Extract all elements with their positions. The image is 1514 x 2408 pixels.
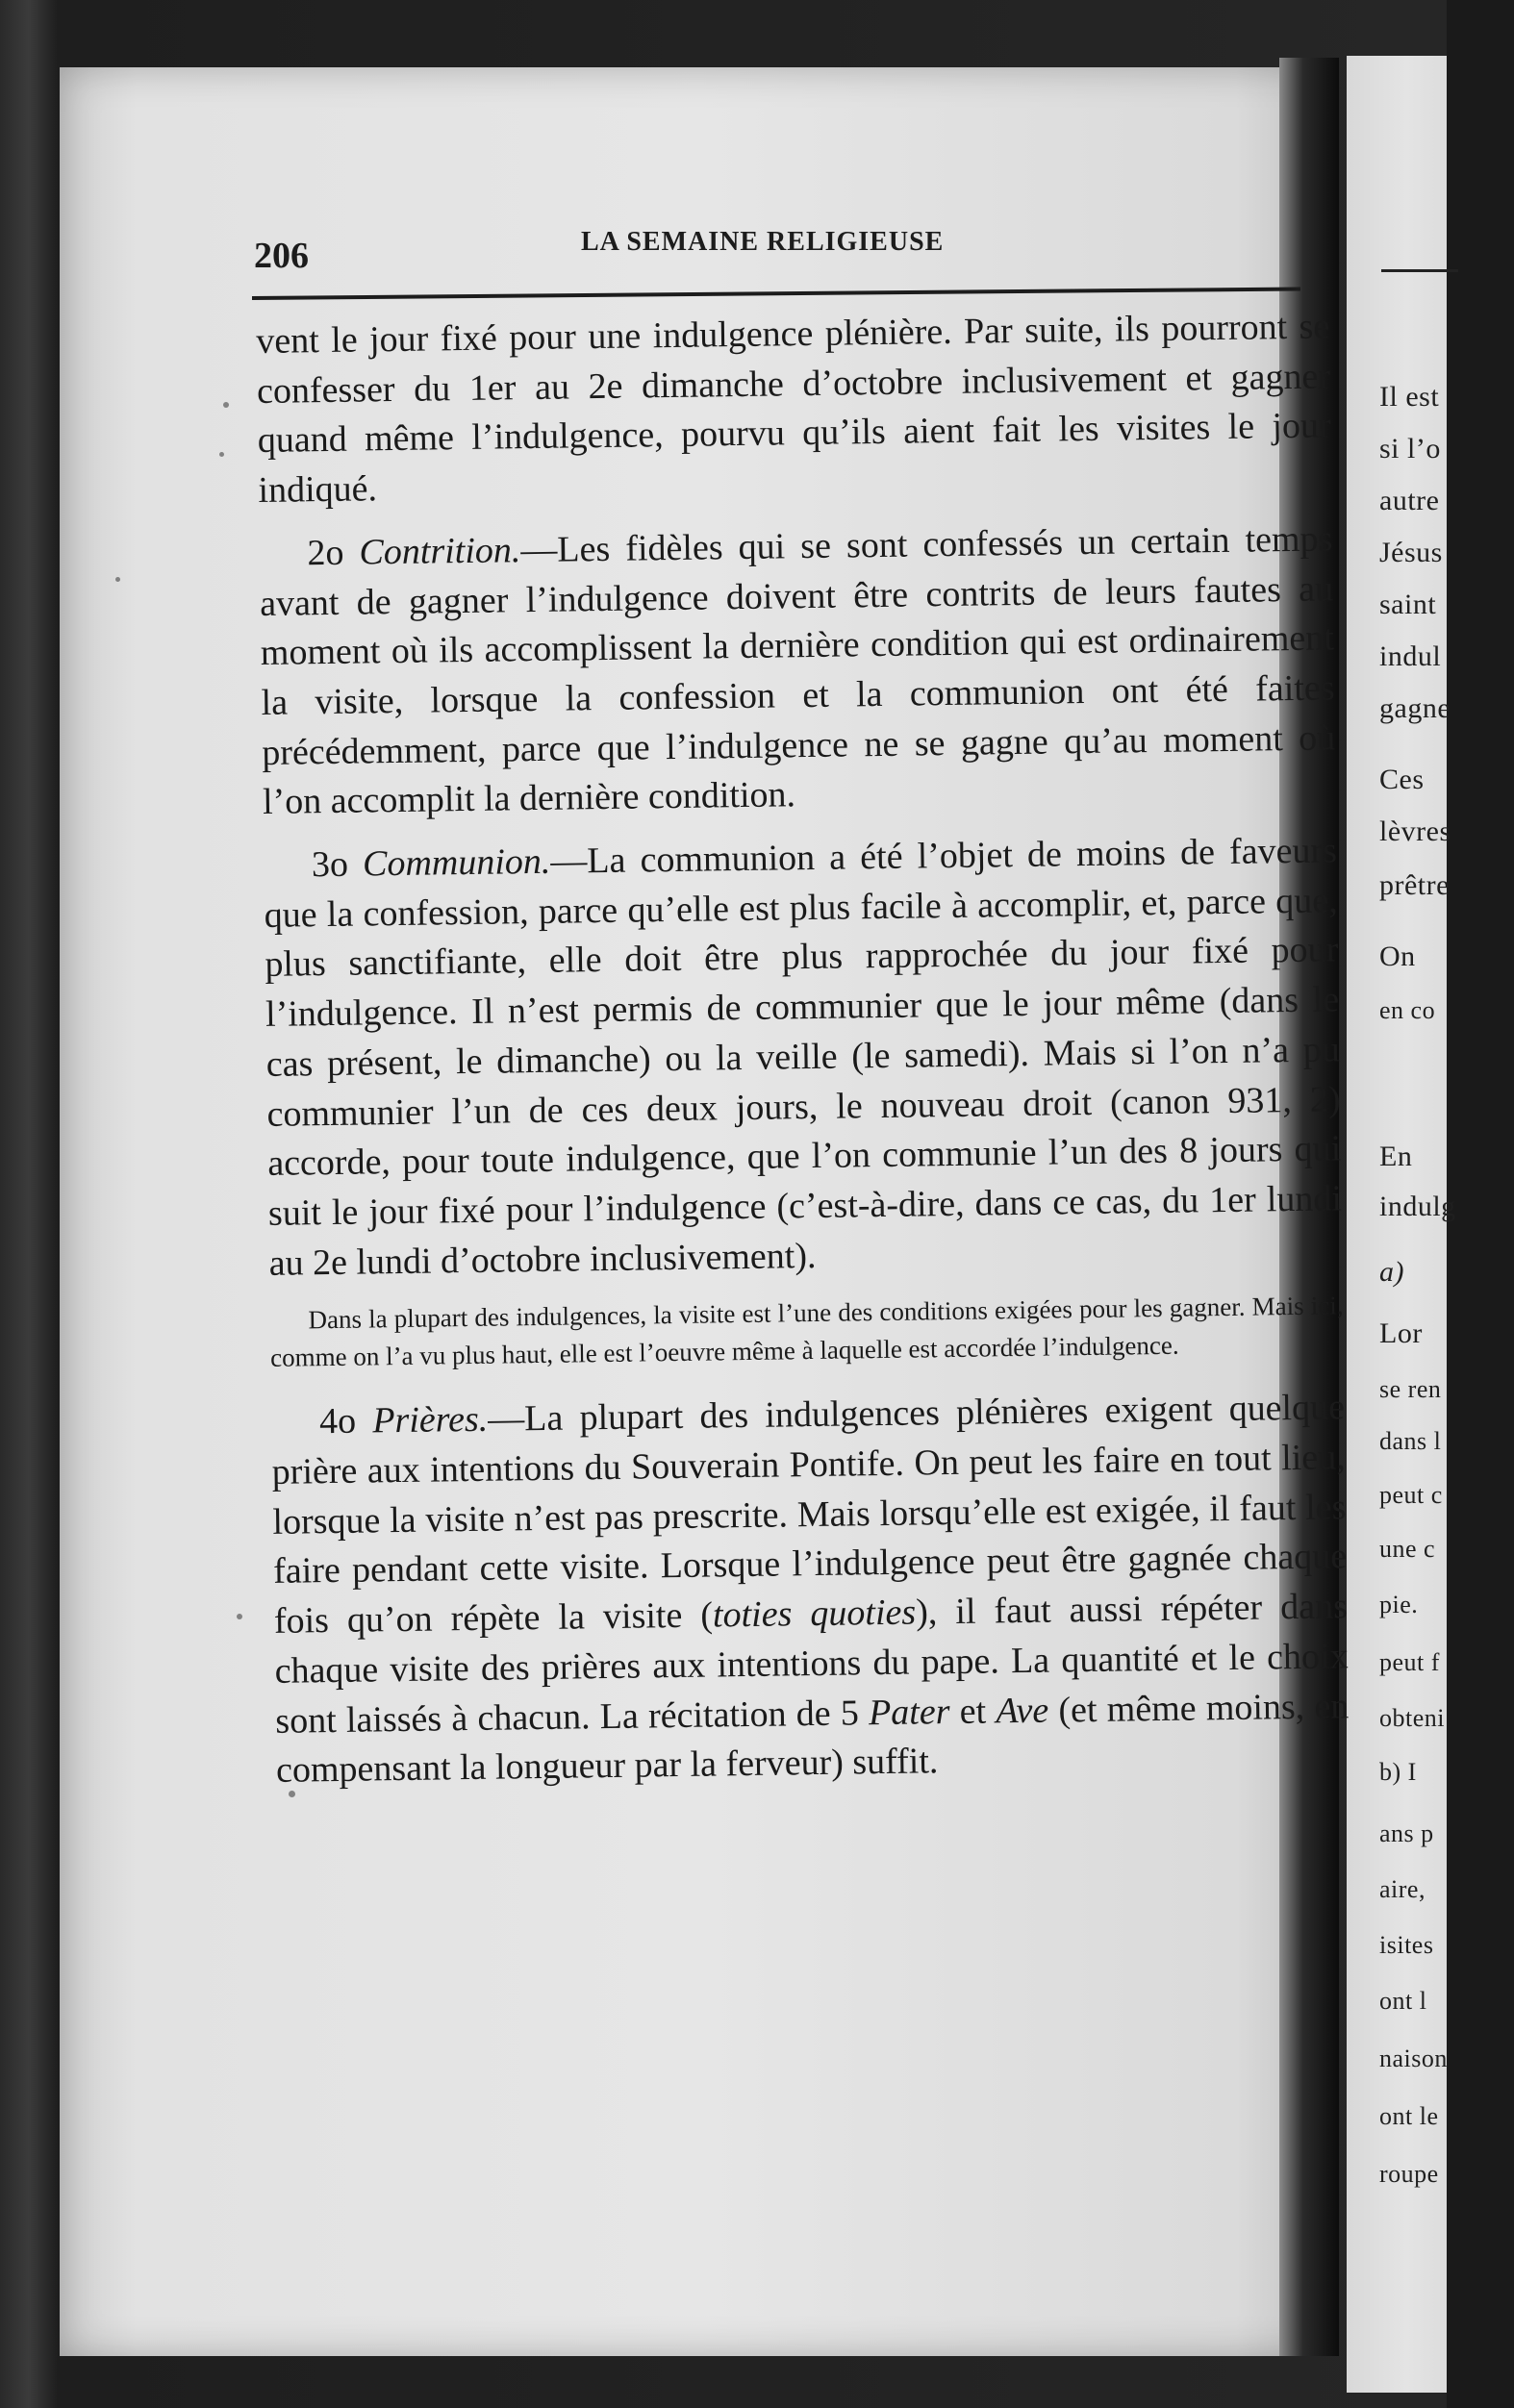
facing-fragment: isites [1379, 1931, 1434, 1959]
facing-fragment: lèvres [1379, 815, 1451, 847]
scan-speck [223, 402, 229, 408]
facing-fragment: Il est [1379, 381, 1440, 413]
facing-fragment: prêtre [1379, 869, 1450, 901]
facing-fragment: autre [1379, 485, 1440, 516]
body-text [256, 302, 1350, 1809]
footnote-block [269, 1288, 1344, 1378]
facing-fragment: En [1379, 1141, 1413, 1172]
scan-speck [115, 577, 120, 582]
note-text: Dans la plupart des indulgences, la visite est l’une des conditions exigées pour les gagner. Mais ici, comme on l’a vu plus haut, elle est l’oeuvre même à laquelle est accordée l’indulgence. [269, 1291, 1344, 1373]
paragraph-prieres [271, 1384, 1350, 1796]
paragraph-text: ), il faut aussi répéter dans chaque visite des prières aux intentions du pape. La quantité et le choix sont laissés à chacun. La récitation de 5 [274, 1586, 1349, 1742]
italic-phrase: toties quoties [712, 1592, 917, 1636]
italic-word: Ave [996, 1690, 1049, 1731]
facing-fragment: saint [1379, 589, 1437, 620]
facing-fragment: peut c [1379, 1481, 1443, 1509]
facing-fragment: obteni [1379, 1704, 1445, 1732]
facing-fragment: pie. [1379, 1591, 1419, 1618]
paragraph-text: (et même moins, en compensant la longueur par la ferveur) suffit. [275, 1685, 1350, 1792]
scan-speck [289, 1791, 295, 1797]
facing-fragment: b) I [1379, 1758, 1417, 1786]
facing-fragment: peut f [1379, 1648, 1440, 1676]
facing-fragment: dans l [1379, 1427, 1442, 1455]
facing-fragment: gagne [1379, 692, 1451, 724]
facing-fragment: naison [1379, 2044, 1448, 2072]
facing-fragment: en co [1379, 996, 1436, 1024]
facing-fragment: indulg [1379, 1191, 1456, 1222]
italic-word: Pater [868, 1691, 950, 1733]
facing-fragment: Jésus [1379, 537, 1443, 568]
scan-speck [237, 1614, 242, 1619]
section-number: 3o [311, 843, 349, 886]
facing-page-edge [1347, 56, 1456, 2393]
section-heading: Communion. [362, 840, 551, 885]
facing-fragment: ont l [1379, 1987, 1427, 2015]
page-number: 206 [254, 236, 309, 276]
facing-fragment: ans p [1379, 1819, 1434, 1847]
section-number: 2o [307, 532, 344, 574]
facing-fragment: roupe [1379, 2160, 1439, 2188]
section-heading: Prières. [372, 1399, 489, 1442]
section-heading: Contrition. [359, 529, 521, 573]
facing-fragment: On [1379, 941, 1416, 972]
facing-fragment: si l’o [1379, 433, 1441, 464]
running-title: LA SEMAINE RELIGIEUSE [581, 227, 945, 257]
facing-header-rule [1381, 269, 1458, 272]
facing-fragment: a) [1379, 1256, 1404, 1288]
section-number: 4o [318, 1401, 357, 1442]
paragraph-text: —La communion a été l’objet de moins de faveurs que la confession, parce qu’elle est plus facile à accomplir, et, parce que, plus sanctifiante, elle doit être plus rapprochée du jour fixé pour l’indulgence. Il n’est permis de communier que le jour même (dans le cas présent, le dimanche) ou la veille (le samedi). Mais si l’on n’a pu communier l’un de ces deux jours, le nouveau droit (canon 931, 2) accorde, pour toute indulgence, que l’on communie l’un des 8 jours qui suit le jour fixé pour l’indulgence (c’est-à-dire, dans ce cas, du 1er lundi au 2e lundi d’octobre inclusivement). [264, 830, 1343, 1284]
paragraph-text: —Les fidèles qui se sont confessés un certain temps avant de gagner l’indulgence doivent être contrits de leurs fautes au moment où ils accomplissent la dernière condition qui est ordinairement la visite, lorsque la confession et la communion ont été faites précédemment, parce que l’indulgence ne se gagne qu’au moment où l’on accomplit la dernière condition. [259, 518, 1336, 823]
paragraph-communion [264, 826, 1343, 1289]
facing-fragment: aire, [1379, 1875, 1426, 1903]
paragraph-continuation [256, 302, 1332, 515]
paragraph-text: —La plupart des indulgences plénières exigent quelque prière aux intentions du Souverain Pontife. On peut les faire en tout lieu, lorsque la visite n’est pas prescrite. Mais lorsqu’elle est exigée, il faut les faire pendant cette visite. Lorsque l’indulgence peut être gagnée chaque fois qu’on répète la visite ( [271, 1387, 1348, 1643]
facing-fragment: indul [1379, 640, 1442, 672]
facing-fragment: ont le [1379, 2102, 1439, 2130]
facing-fragment: une c [1379, 1535, 1436, 1563]
facing-fragment: Lor [1379, 1317, 1423, 1349]
page-header [254, 219, 1293, 277]
paragraph-text: et [949, 1690, 997, 1732]
facing-fragment: se ren [1379, 1375, 1442, 1403]
paragraph-text: vent le jour fixé pour une indulgence plénière. Par suite, ils pourront se confesser du 1er au 2e dimanche d’octobre inclusivement et gagner quand même l’indulgence, pourvu qu’ils aient fait les visites le jour indiqué. [256, 306, 1331, 512]
facing-fragment: Ces [1379, 764, 1425, 795]
scan-speck [219, 452, 224, 457]
paragraph-contrition [259, 514, 1336, 828]
